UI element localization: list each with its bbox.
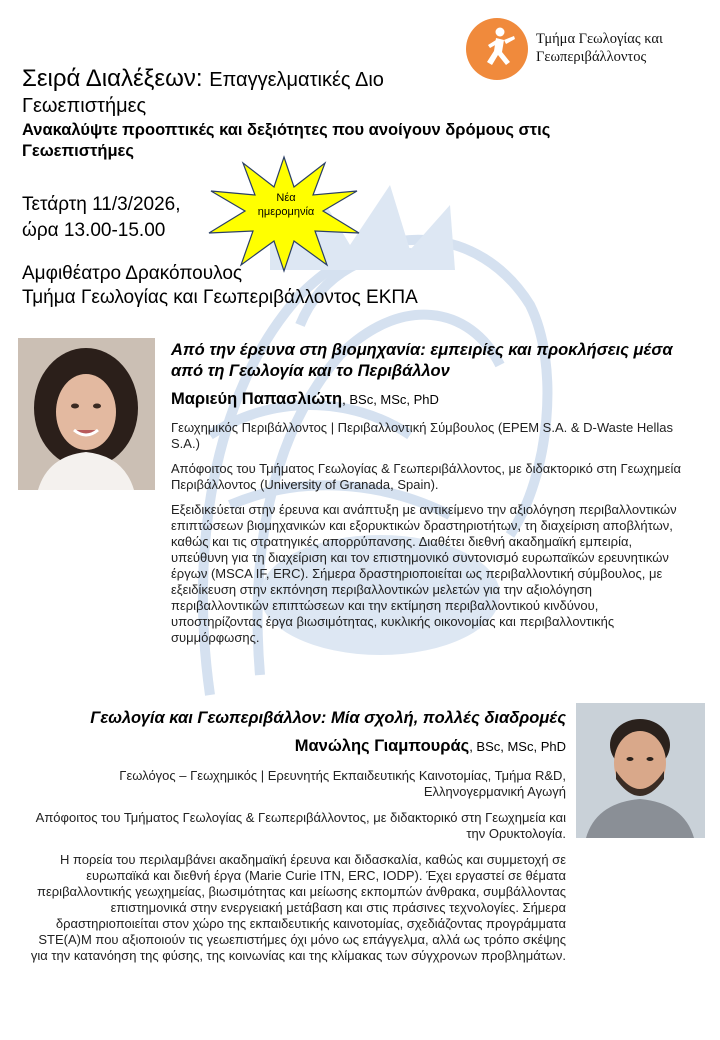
talk-2-speaker-bio: Η πορεία του περιλαμβάνει ακαδημαϊκή έρευνα και διδασκαλία, καθώς και συμμετοχή σε ευρωπαϊκά και διεθνή έργα (Marie Curie ITN, ERC, IODP). Έχει εργαστεί σε θέματα περιβαλλοντικής γεωχημείας, βιωσιμότητας και μείωσης εκπομπών άνθρακα, συμβάλλοντας επιστημονικά στην ενεργειακή μετάβαση και στις πράσινες τεχνολογίες. Σήμερα δραστηριοποιείται στον χώρο της εκπαιδευτικής καινοτομίας, σχεδιάζοντας προγράμματα STE(A)M που αξιοποιούν τις γεωεπιστήμες όχι μόνο ως επάγγελμα, αλλά ως τρόπο σκέψης για την κατανόηση της φύσης, της κοινωνίας και της κλίμακας των σύγχρονων προβλημάτων. bbox=[30, 852, 566, 963]
talk-2 bbox=[30, 708, 566, 964]
series-topic-line-1: Επαγγελματικές Διο bbox=[209, 69, 384, 91]
talk-1-title: Από την έρευνα στη βιομηχανία: εμπειρίες και προκλήσεις μέσα από τη Γεωλογία και το Περιβάλλον bbox=[171, 341, 673, 380]
series-label: Σειρά Διαλέξεων bbox=[22, 65, 196, 92]
talk-2-speaker-education: Απόφοιτος του Τμήματος Γεωλογίας & Γεωπεριβάλλοντος, με διδακτορικό στη Γεωχημεία και την Ορυκτολογία. bbox=[35, 810, 566, 841]
department-logo bbox=[462, 14, 712, 86]
new-date-badge-text bbox=[246, 191, 326, 219]
series-heading bbox=[22, 66, 462, 119]
logo-text bbox=[536, 30, 663, 66]
talk-1-speaker-education: Απόφοιτος του Τμήματος Γεωλογίας & Γεωπεριβάλλοντος, με διδακτορικό στη Γεωχημεία Περιβάλλοντος (University of Granada, Spain). bbox=[171, 461, 681, 492]
venue-line-2: Τμήμα Γεωλογίας και Γεωπεριβάλλοντος ΕΚΠΑ bbox=[22, 287, 418, 308]
series-subtitle: Ανακαλύψτε προοπτικές και δεξιότητες που ανοίγουν δρόμους στις Γεωεπιστήμες bbox=[22, 121, 551, 160]
badge-line-1: Νέα bbox=[276, 192, 296, 204]
talk-1-speaker-role: Γεωχημικός Περιβάλλοντος | Περιβαλλοντική Σύμβουλος (EPEM S.A. & D-Waste Hellas S.A.) bbox=[171, 420, 673, 451]
logo-line-1: Τμήμα Γεωλογίας και bbox=[536, 31, 663, 47]
event-date: Τετάρτη 11/3/2026, bbox=[22, 194, 181, 215]
talk-2-speaker-role: Γεωλόγος – Γεωχημικός | Ερευνητής Εκπαιδευτικής Καινοτομίας, Τμήμα R&D, Ελληνογερμανική Αγωγή bbox=[119, 768, 566, 799]
event-datetime bbox=[22, 192, 181, 244]
series-colon: : bbox=[195, 65, 210, 92]
series-topic-line-2: Γεωεπιστήμες bbox=[22, 95, 147, 117]
talk-1 bbox=[171, 340, 691, 646]
runner-emblem-icon bbox=[466, 18, 528, 80]
talk-2-speaker-name: Μανώλης Γιαμπουράς bbox=[294, 737, 470, 755]
talk-1-speaker-bio: Εξειδικεύεται στην έρευνα και ανάπτυξη με αντικείμενο την αξιολόγηση περιβαλλοντικών επιπτώσεων βιομηχανικών και εξορυκτικών δραστηριοτήτων, τη διαχείριση αποβλήτων, καθώς και τις στρατηγικές απορρύπανσης. Διαθέτει διεθνή ακαδημαϊκή εμπειρία, υπεύθυνη για τη διαχείριση και τον επιστημονικό συντονισμό ευρωπαϊκών ερευνητικών έργων (MSCA IF, ERC). Σήμερα δραστηριοποιείται ως περιβαλλοντική σύμβουλος, με εξειδίκευση στην εκπόνηση περιβαλλοντικών μελετών για την αξιολόγηση περιβαλλοντικών επιπτώσεων και την εκτίμηση περιβαλλοντικού κινδύνου, υποστηρίζοντας έργα βιωσιμότητας, κυκλικής οικονομίας και περιβαλλοντικής συμμόρφωσης. bbox=[171, 502, 677, 645]
talk-1-speaker-degrees: , BSc, MSc, PhD bbox=[342, 392, 439, 407]
speaker-1-photo bbox=[18, 338, 155, 490]
badge-line-2: ημερομηνία bbox=[257, 206, 315, 218]
event-time: ώρα 13.00-15.00 bbox=[22, 220, 166, 241]
speaker-2-photo bbox=[576, 703, 705, 838]
talk-2-speaker-degrees: , BSc, MSc, PhD bbox=[469, 739, 566, 754]
logo-line-2: Γεωπεριβάλλοντος bbox=[536, 49, 647, 65]
talk-2-title: Γεωλογία και Γεωπεριβάλλον: Μία σχολή, πολλές διαδρομές bbox=[90, 709, 566, 727]
talk-1-speaker bbox=[171, 388, 691, 411]
event-venue bbox=[22, 262, 418, 310]
talk-2-speaker bbox=[30, 735, 566, 758]
talk-1-speaker-name: Μαριεύη Παπασλιώτη bbox=[171, 390, 343, 408]
venue-line-1: Αμφιθέατρο Δρακόπουλος bbox=[22, 263, 243, 284]
